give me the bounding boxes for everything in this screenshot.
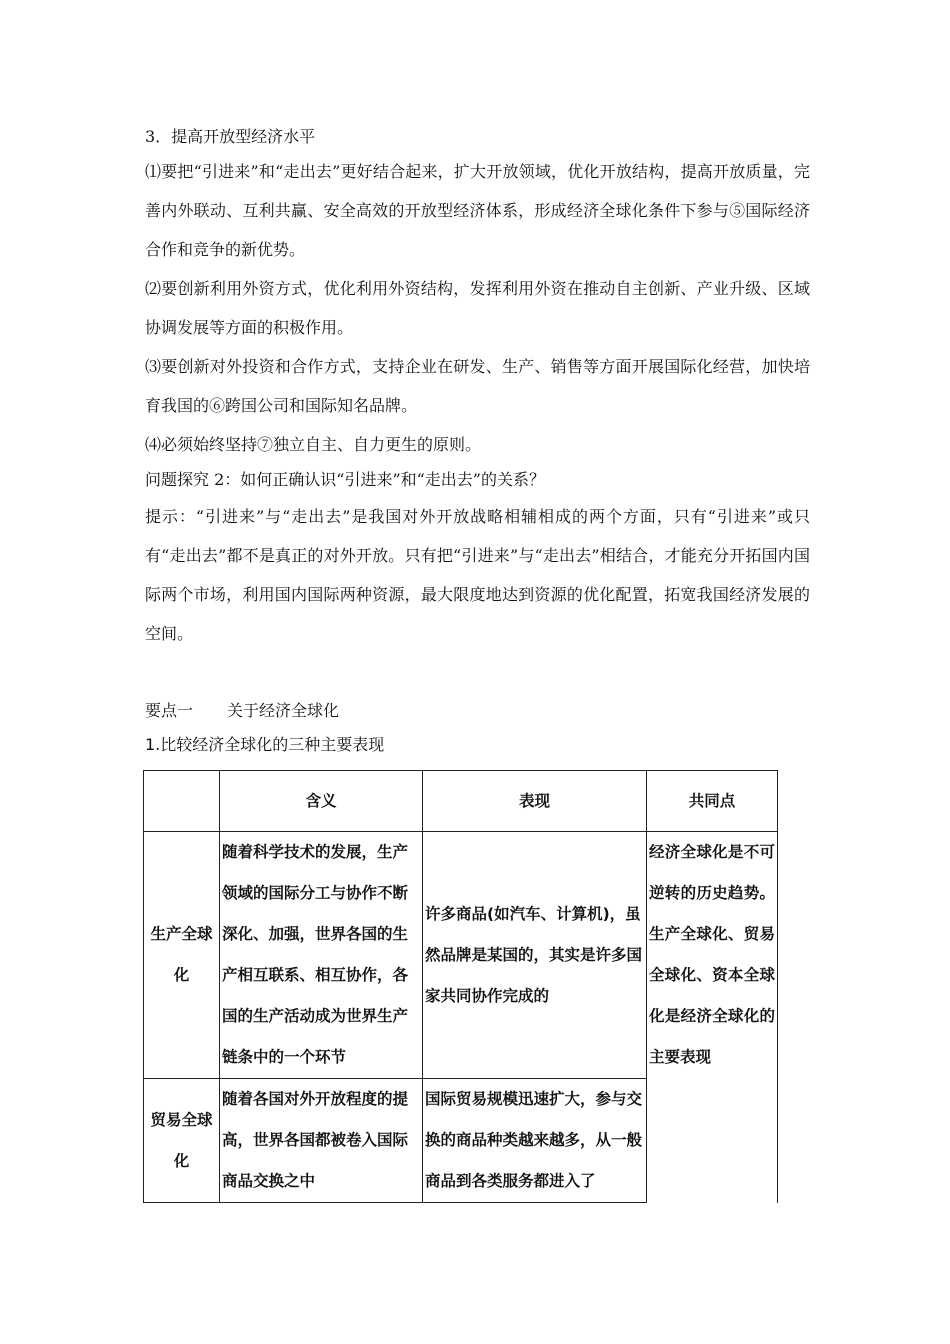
- paragraph-2: ⑵要创新利用外资方式，优化利用外资结构，发挥利用外资在推动自主创新、产业升级、区域协调发展等方面的积极作用。: [145, 279, 810, 337]
- keypoint-title: 关于经济全球化: [227, 701, 340, 720]
- meaning-cell: 随着科学技术的发展，生产领域的国际分工与协作不断深化、加强，世界各国的生产相互联系、相互协作，各国的生产活动成为世界生产链条中的一个环节: [220, 832, 423, 1079]
- section-heading: 3．提高开放型经济水平: [145, 127, 316, 146]
- header-cell-common: 共同点: [647, 771, 778, 832]
- question-title: 问题探究 2：如何正确认识“引进来”和“走出去”的关系？: [145, 470, 545, 489]
- common-cell: 经济全球化是不可逆转的历史趋势。生产全球化、贸易全球化、资本全球化是经济全球化的主要表现: [647, 832, 778, 1203]
- row-label: 贸易全球化: [144, 1079, 220, 1203]
- performance-cell: 国际贸易规模迅速扩大，参与交换的商品种类越来越多，从一般商品到各类服务都进入了: [423, 1079, 647, 1203]
- header-cell-empty: [144, 771, 220, 832]
- table-caption: 1.比较经济全球化的三种主要表现: [145, 735, 385, 754]
- paragraph-3: ⑶要创新对外投资和合作方式，支持企业在研发、生产、销售等方面开展国际化经营，加快培育我国的⑥跨国公司和国际知名品牌。: [145, 357, 810, 415]
- paragraph-1: ⑴要把“引进来”和“走出去”更好结合起来，扩大开放领域，优化开放结构，提高开放质量，完善内外联动、互利共赢、安全高效的开放型经济体系，形成经济全球化条件下参与⑤国际经济合作和竞争的新优势。: [145, 162, 810, 259]
- paragraph-4: ⑷必须始终坚持⑦独立自主、自力更生的原则。: [145, 435, 482, 454]
- header-cell-meaning: 含义: [220, 771, 423, 832]
- table-row: [144, 832, 778, 1079]
- keypoint-label: 要点一: [145, 701, 194, 720]
- header-cell-performance: 表现: [423, 771, 647, 832]
- performance-cell: 许多商品(如汽车、计算机)，虽然品牌是某国的，其实是许多国家共同协作完成的: [423, 832, 647, 1079]
- table-header-row: [144, 771, 778, 832]
- keypoint-heading: [145, 700, 339, 722]
- row-label: 生产全球化: [144, 832, 220, 1079]
- meaning-cell: 随着各国对外开放程度的提高，世界各国都被卷入国际商品交换之中: [220, 1079, 423, 1203]
- comparison-table: [143, 770, 778, 1203]
- question-hint: 提示：“引进来”与“走出去”是我国对外开放战略相辅相成的两个方面，只有“引进来”或只有“走出去”都不是真正的对外开放。只有把“引进来”与“走出去”相结合，才能充分开拓国内国际两个市场，利用国内国际两种资源，最大限度地达到资源的优化配置，拓宽我国经济发展的空间。: [145, 507, 810, 643]
